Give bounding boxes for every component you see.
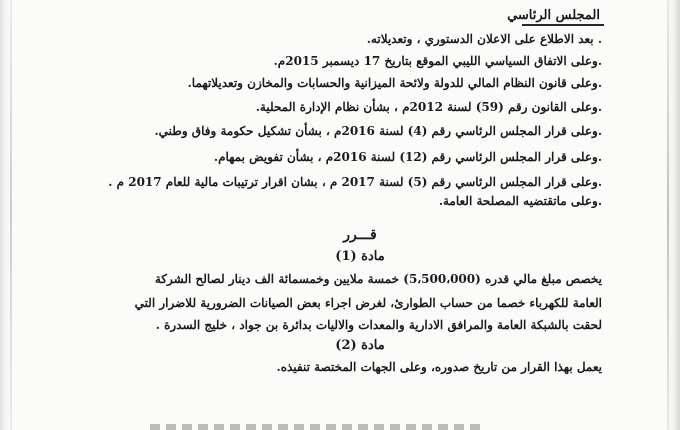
article-1-line-2: العامة للكهرباء خصما من حساب الطوارئ، لغرض اجراء بعض الصيانات الضرورية للاضرار التي	[134, 296, 602, 310]
issuer-title: المجلس الرئاسي	[507, 8, 600, 23]
page-edge-right	[667, 0, 669, 430]
preamble-line-2: .وعلى الاتفاق السياسي الليبي الموقع بتاريخ 17 ديسمبر 2015م.	[273, 54, 602, 68]
article-1-title: مادة (1)	[335, 249, 385, 264]
decree-heading: قـــرر	[343, 227, 377, 243]
preamble-line-6: .وعلى قرار المجلس الرئاسي رقم (12) لسنة 2016م ، بشأن تفويض بمهام.	[213, 150, 602, 164]
article-2-line-1: يعمل بهذا القرار من تاريخ صدوره، وعلى الجهات المختصة تنفيذه.	[276, 360, 602, 374]
preamble-line-3: .وعلى قانون النظام المالي للدولة ولائحة الميزانية والحسابات والمخازن وتعديلاتهما.	[187, 76, 602, 90]
preamble-line-4: .وعلى القانون رقم (59) لسنة 2012م ، بشأن نظام الإدارة المحلية.	[255, 100, 602, 114]
preamble-line-8: .وعلى ماتقتضيه المصلحة العامة.	[438, 194, 602, 208]
preamble-line-1: . بعد الاطلاع على الاعلان الدستوري ، وتعديلاته.	[366, 32, 602, 46]
decree-page	[108, 0, 602, 430]
article-1-line-1: يخصص مبلغ مالي قدره (5،500،000) خمسة ملايين وخمسمائة الف دينار لصالح الشركة	[154, 272, 602, 286]
preamble-line-5: .وعلى قرار المجلس الرئاسي رقم (4) لسنة 2016م ، بشأن تشكيل حكومة وفاق وطني.	[154, 124, 602, 138]
article-1-line-3: لحقت بالشبكة العامة والمرافق الادارية والمعدات والاليات بدائرة بن جواد ، خليج السدرة .	[155, 318, 602, 332]
title-underline	[522, 24, 604, 26]
preamble-line-7: .وعلى قرار المجلس الرئاسي رقم (5) لسنة 2017 م ، بشان اقرار ترتيبات مالية للعام 2017 م .	[108, 175, 602, 189]
page-edge-left	[10, 0, 12, 430]
article-2-title: مادة (2)	[335, 338, 385, 353]
cut-off-signature-text	[150, 424, 480, 430]
